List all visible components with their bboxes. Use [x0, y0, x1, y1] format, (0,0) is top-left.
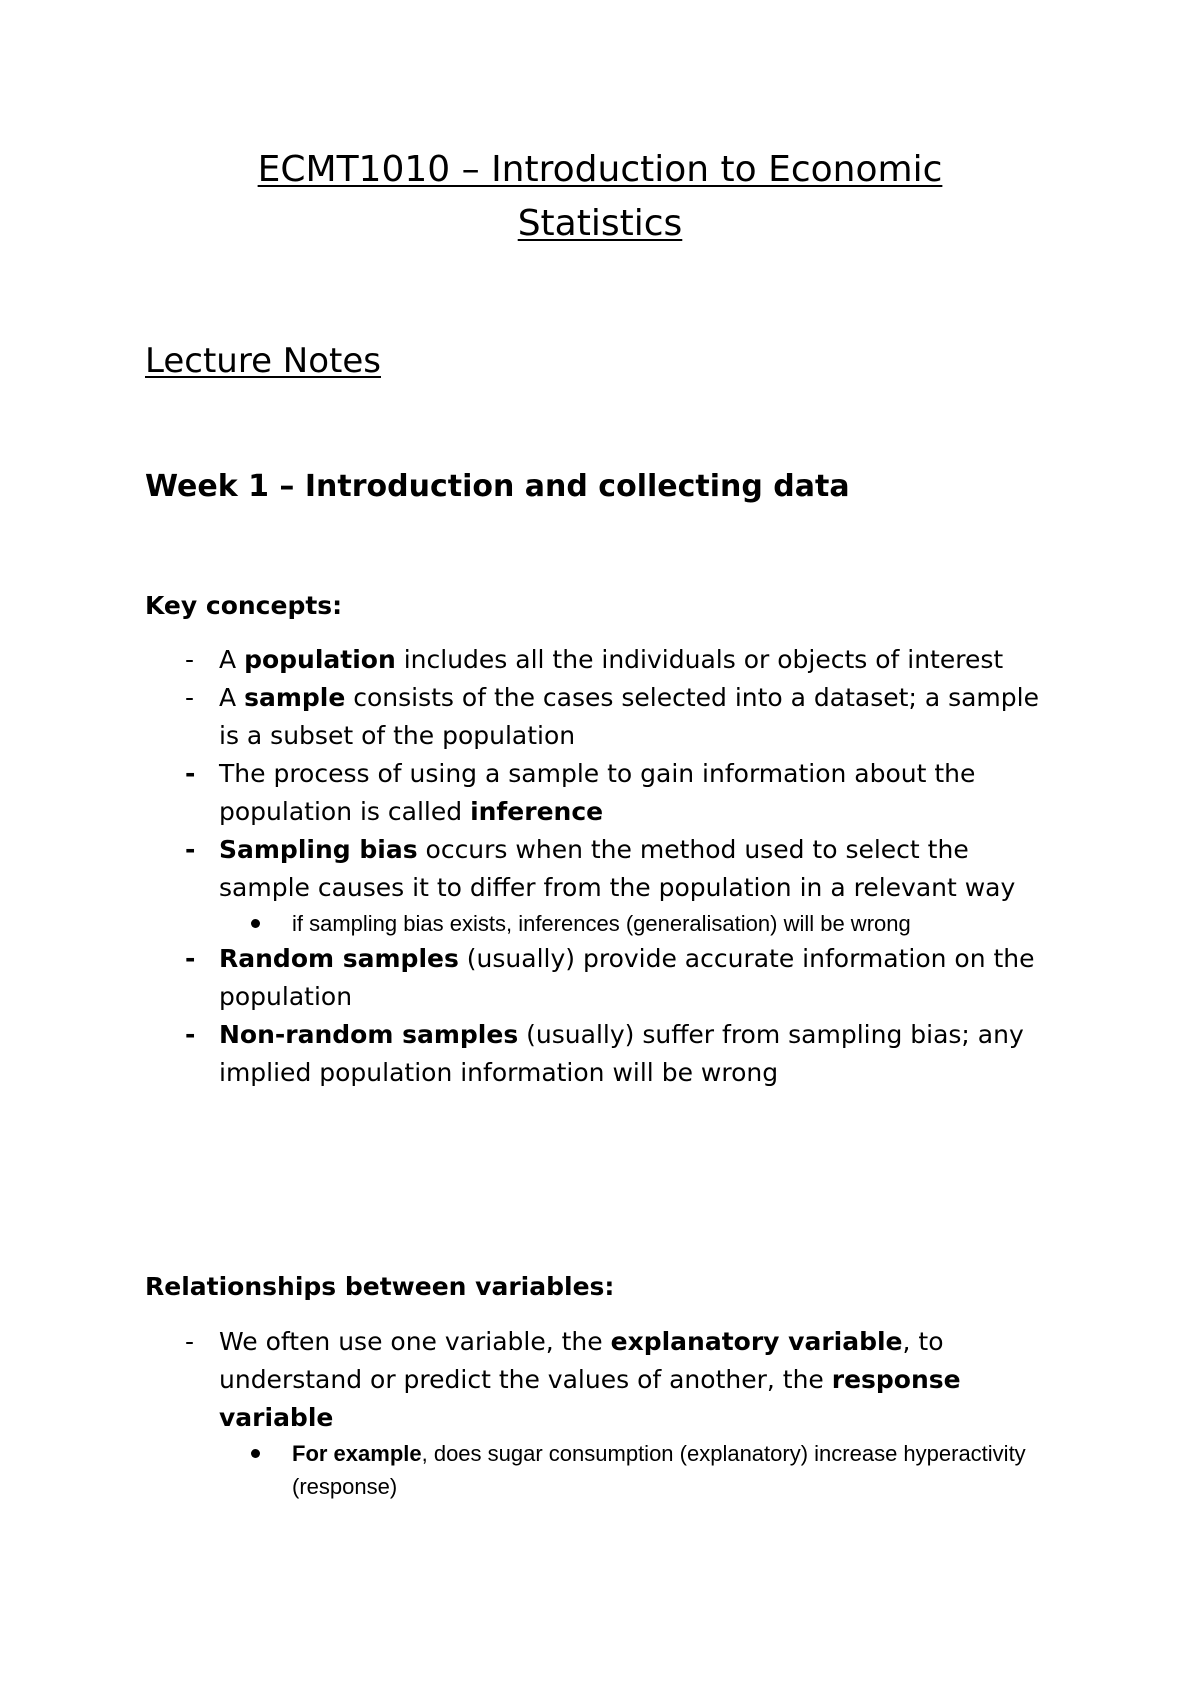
list-item — [0, 1323, 1200, 1437]
dash-marker: - — [185, 683, 195, 712]
sub-item-text: if sampling bias exists, inferences (generalisation) will be wrong — [292, 911, 911, 936]
example-label: For example — [292, 1441, 422, 1466]
list-item — [0, 755, 1200, 831]
week-1-heading: Week 1 – Introduction and collecting data — [145, 469, 850, 504]
dash-marker: - — [185, 645, 195, 674]
item-text-pre: A — [219, 645, 245, 674]
item-term: population — [244, 645, 396, 674]
list-item — [0, 940, 1200, 1016]
item-term-explanatory: explanatory variable — [610, 1327, 903, 1356]
item-term: inference — [470, 797, 604, 826]
list-item — [0, 641, 1200, 679]
dash-marker: - — [185, 1327, 195, 1356]
item-text-pre: A — [219, 683, 245, 712]
dash-marker: - — [185, 759, 196, 788]
bullet-dot-icon — [251, 1449, 260, 1458]
key-concepts-list — [0, 641, 1200, 1092]
item-term: Sampling bias — [219, 835, 418, 864]
document-title-line-1: ECMT1010 – Introduction to Economic — [257, 149, 943, 190]
item-text-pre: We often use one variable, the — [219, 1327, 611, 1356]
item-text-post: occurs when the method used to select the sample causes it to differ from the population in a relevant way — [219, 835, 1016, 902]
item-text-post: includes all the individuals or objects of interest — [395, 645, 1004, 674]
item-text-pre: The process of using a sample to gain information about the population is called — [219, 759, 976, 826]
item-term: Random samples — [219, 944, 459, 973]
item-term: sample — [244, 683, 346, 712]
relationships-list — [0, 1323, 1200, 1503]
dash-marker: - — [185, 1020, 196, 1049]
example-text: , does sugar consumption (explanatory) increase hyperactivity (response) — [292, 1441, 1026, 1499]
list-item — [0, 831, 1200, 907]
item-term-response: response variable — [219, 1365, 961, 1432]
item-text-post: consists of the cases selected into a dataset; a sample is a subset of the population — [219, 683, 1039, 750]
item-term: Non-random samples — [219, 1020, 519, 1049]
relationships-heading: Relationships between variables: — [145, 1272, 615, 1301]
sub-list-item — [0, 907, 1200, 940]
dash-marker: - — [185, 835, 196, 864]
item-text-post: (usually) suffer from sampling bias; any implied population information will be wrong — [219, 1020, 1024, 1087]
bullet-dot-icon — [251, 919, 260, 928]
lecture-notes-heading: Lecture Notes — [145, 341, 381, 381]
list-item — [0, 1016, 1200, 1092]
dash-marker: - — [185, 944, 196, 973]
list-item — [0, 679, 1200, 755]
item-text-mid: , to understand or predict the values of another, the — [219, 1327, 944, 1394]
document-title-line-2: Statistics — [517, 203, 683, 244]
key-concepts-heading: Key concepts: — [145, 591, 343, 620]
item-text-post: (usually) provide accurate information on the population — [219, 944, 1035, 1011]
sub-list-item — [0, 1437, 1200, 1503]
